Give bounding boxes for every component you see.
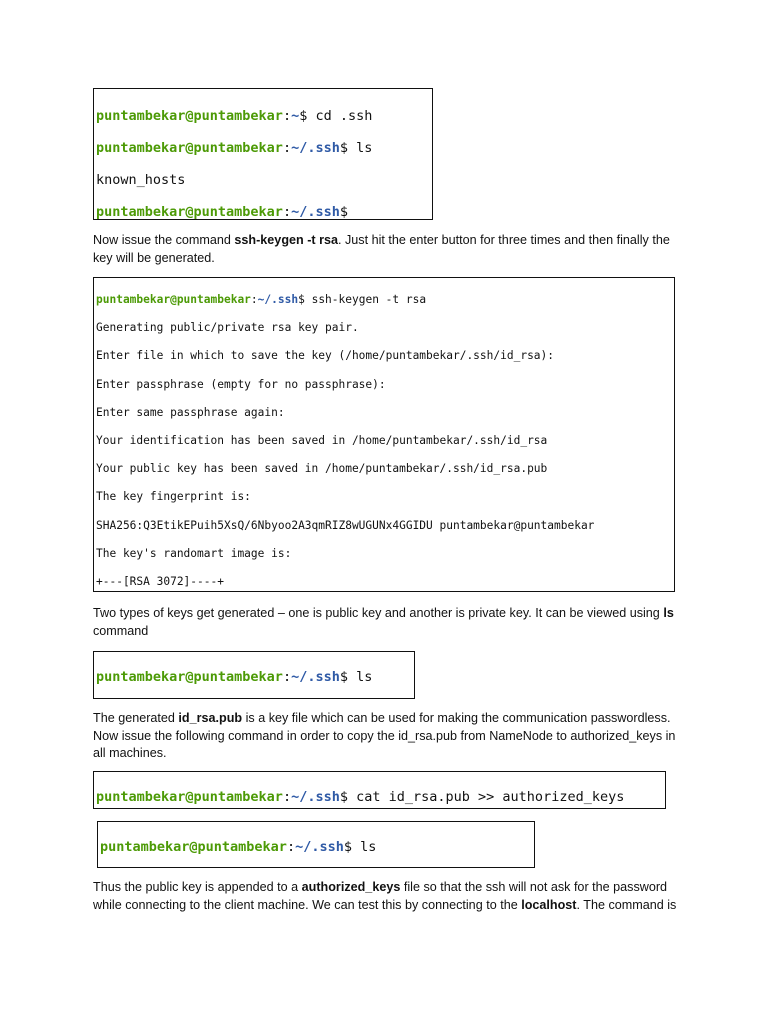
output-line: The key's randomart image is: — [96, 546, 292, 560]
prompt-user: puntambekar@puntambekar — [96, 293, 251, 307]
bold-command: ssh-keygen -t rsa — [234, 233, 338, 247]
terminal-line — [96, 293, 672, 307]
output-line: Generating public/private rsa key pair. — [96, 321, 359, 335]
prompt-path: ~/.ssh — [291, 204, 340, 220]
prompt-colon: : — [282, 108, 292, 124]
prompt-path: ~/.ssh — [257, 293, 299, 307]
prompt-colon: : — [286, 839, 296, 855]
prompt-user: puntambekar@puntambekar — [96, 669, 283, 685]
text: The generated — [93, 711, 179, 725]
paragraph-key-types — [93, 605, 683, 640]
prompt-path: ~/.ssh — [291, 669, 340, 685]
text: . Just hit the enter button for three times and then finally the key will be generated. — [93, 233, 670, 265]
text: command — [93, 623, 149, 638]
text: Thus the public key is appended to a — [93, 880, 302, 894]
terminal-ls — [93, 651, 415, 699]
randomart-line: +---[RSA 3072]----+ — [96, 574, 224, 588]
command-text: cat id_rsa.pub >> authorized_keys — [348, 789, 625, 805]
prompt-path: ~/.ssh — [291, 140, 340, 156]
output-line: Enter file in which to save the key (/home/puntambekar/.ssh/id_rsa): — [96, 349, 555, 363]
command-text: ssh-keygen -t rsa — [304, 293, 427, 307]
terminal-cat-authorized-keys — [93, 771, 666, 809]
text: file so that the ssh will not ask for the password while connecting to the client machine. We can test this by connecting to the — [93, 880, 668, 912]
paragraph-keygen-intro — [93, 232, 683, 267]
prompt-path: ~/.ssh — [295, 839, 344, 855]
output-line: SHA256:Q3EtikEPuih5XsQ/6Nbyoo2A3qmRIZ8wUGUNx4GGIDU puntambekar@puntambekar — [96, 518, 595, 532]
text: is a key file which can be used for making the communication passwordless. Now issue the following command in order to copy the id_rsa.pub from NameNode to authorized_keys in all machines. — [93, 711, 676, 760]
bold-hostname: localhost — [521, 897, 577, 912]
prompt-symbol: $ — [299, 108, 308, 124]
prompt-symbol: $ — [339, 140, 348, 156]
terminal-cd-ssh — [93, 88, 433, 220]
terminal-line — [96, 669, 412, 685]
command-text: cd .ssh — [307, 108, 373, 124]
prompt-user: puntambekar@puntambekar — [96, 789, 283, 805]
terminal-ls-after — [97, 821, 535, 868]
prompt-colon: : — [282, 669, 292, 685]
output-line: Enter same passphrase again: — [96, 405, 285, 419]
prompt-symbol: $ — [343, 839, 352, 855]
text: Now issue the command — [93, 233, 235, 247]
prompt-colon: : — [282, 204, 292, 220]
prompt-symbol: $ — [298, 293, 305, 307]
prompt-symbol: $ — [339, 204, 348, 220]
terminal-line — [96, 108, 430, 124]
bold-filename: id_rsa.pub — [178, 711, 243, 725]
prompt-path: ~ — [291, 108, 300, 124]
terminal-line — [100, 839, 532, 855]
prompt-colon: : — [282, 789, 292, 805]
output-line: The key fingerprint is: — [96, 490, 251, 504]
prompt-symbol: $ — [339, 789, 348, 805]
prompt-user: puntambekar@puntambekar — [96, 204, 283, 220]
command-text: ls — [348, 140, 373, 156]
output-line: Your public key has been saved in /home/puntambekar/.ssh/id_rsa.pub — [96, 462, 548, 476]
prompt-path: ~/.ssh — [291, 789, 340, 805]
terminal-line — [96, 204, 430, 220]
terminal-line — [96, 140, 430, 156]
prompt-symbol: $ — [339, 669, 348, 685]
paragraph-authorized-keys — [93, 879, 683, 914]
text: Two types of keys get generated – one is public key and another is private key. It can be viewed using — [93, 606, 664, 620]
prompt-colon: : — [282, 140, 292, 156]
prompt-user: puntambekar@puntambekar — [96, 108, 283, 124]
text: . The command is — [576, 897, 677, 912]
command-text: ls — [348, 669, 373, 685]
bold-filename: authorized_keys — [301, 880, 401, 894]
paragraph-id-rsa-pub — [93, 710, 683, 763]
command-output: known_hosts — [96, 172, 186, 188]
prompt-colon: : — [250, 293, 258, 307]
prompt-user: puntambekar@puntambekar — [96, 140, 283, 156]
prompt-user: puntambekar@puntambekar — [100, 839, 287, 855]
terminal-ssh-keygen — [93, 277, 675, 592]
command-text: ls — [352, 839, 377, 855]
terminal-line — [96, 789, 663, 805]
output-line: Your identification has been saved in /home/puntambekar/.ssh/id_rsa — [96, 434, 548, 448]
output-line: Enter passphrase (empty for no passphrase): — [96, 377, 386, 391]
bold-command: ls — [663, 606, 674, 620]
